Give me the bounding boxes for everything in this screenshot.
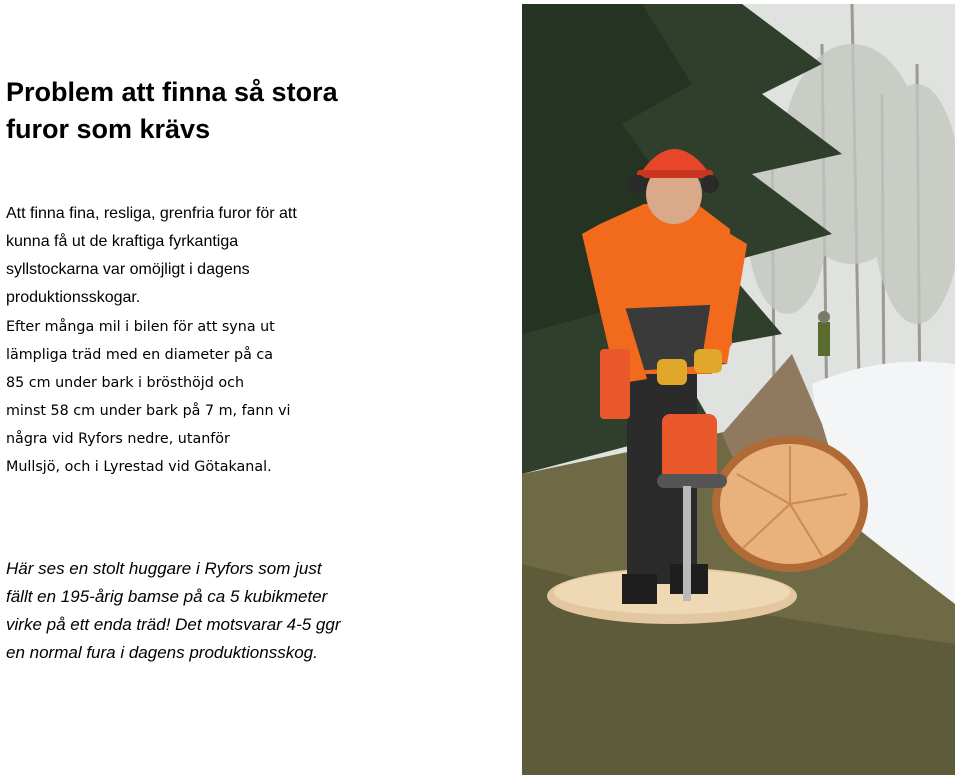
intro-line: produktionsskogar. — [6, 289, 141, 306]
helmet-brim — [637, 170, 713, 178]
title-line: furor som krävs — [6, 114, 211, 144]
intro-line: Att finna fina, resliga, grenfria furor för att — [6, 205, 297, 222]
details-line: lämpliga träd med en diameter på ca — [6, 347, 274, 363]
details-line: Mullsjö, och i Lyrestad vid Götakanal. — [6, 459, 272, 475]
lumberjack-boot-left — [622, 574, 657, 604]
details-paragraph — [6, 313, 516, 481]
intro-line: syllstockarna var omöjligt i dagens — [6, 261, 250, 278]
chainsaw-bar — [683, 486, 691, 601]
details-line: minst 58 cm under bark på 7 m, fann vi — [6, 403, 291, 419]
caption-line: fällt en 195-årig bamse på ca 5 kubikmeter — [6, 587, 328, 606]
lumberjack-photo — [522, 4, 955, 775]
caption-line: virke på ett enda träd! Det motsvarar 4-5 ggr — [6, 615, 341, 634]
chainsaw-handle — [657, 474, 727, 488]
details-line: 85 cm under bark i brösthöjd och — [6, 375, 245, 391]
caption-line: en normal fura i dagens produktionsskog. — [6, 643, 318, 662]
distant-worker — [818, 322, 830, 356]
lumberjack-glove-left — [657, 359, 687, 385]
chainsaw-body — [662, 414, 717, 484]
distant-worker-head — [818, 311, 830, 323]
ear-protector-left — [629, 175, 647, 193]
caption-line: Här ses en stolt huggare i Ryfors som just — [6, 559, 322, 578]
lumberjack-glove-right — [694, 349, 722, 373]
slide-title — [6, 74, 506, 148]
details-line: Efter många mil i bilen för att syna ut — [6, 319, 275, 335]
lumberjack-photo-illustration — [522, 4, 955, 775]
photo-caption — [6, 555, 516, 667]
ear-protector-right — [701, 175, 719, 193]
title-line: Problem att finna så stora — [6, 77, 338, 107]
intro-paragraph — [6, 200, 506, 312]
details-line: några vid Ryfors nedre, utanför — [6, 431, 230, 447]
intro-line: kunna få ut de kraftiga fyrkantiga — [6, 233, 239, 250]
tool-pouch — [600, 349, 630, 419]
